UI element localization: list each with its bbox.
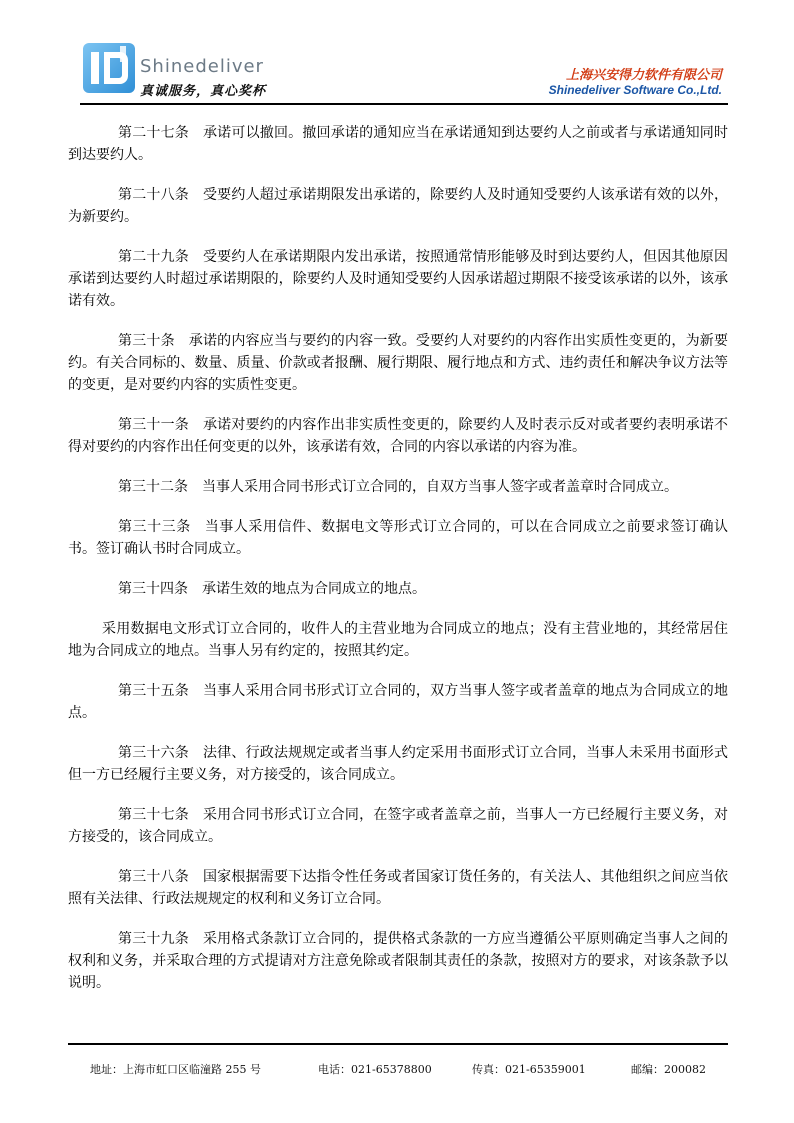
article-text: 承诺对要约的内容作出非实质性变更的，除要约人及时表示反对或者要约表明承诺不得对要约的内容作出任何变更的以外，该承诺有效，合同的内容以承诺的内容为准。: [68, 417, 729, 455]
article-number: 第三十六条: [118, 745, 189, 761]
article-text: 采用格式条款订立合同的，提供格式条款的一方应当遵循公平原则确定当事人之间的权利和义务，并采取合理的方式提请对方注意免除或者限制其责任的条款，按照对方的要求，对该条款予以说明。: [68, 931, 729, 991]
article-number: 第三十一条: [118, 417, 189, 433]
article-36: [68, 742, 728, 786]
article-text: 法律、行政法规规定或者当事人约定采用书面形式订立合同，当事人未采用书面形式但一方已经履行主要义务，对方接受的，该合同成立。: [68, 745, 729, 783]
header-divider: [80, 103, 728, 105]
article-text: 受要约人超过承诺期限发出承诺的，除要约人及时通知受要约人该承诺有效的以外，为新要约。: [68, 187, 729, 225]
article-32: [68, 476, 728, 498]
article-number: 第三十二条: [118, 479, 188, 495]
article-number: 第三十四条: [118, 581, 188, 597]
article-29: [68, 246, 728, 312]
article-number: 第二十九条: [118, 249, 189, 265]
article-27: [68, 122, 728, 166]
article-text: 承诺生效的地点为合同成立的地点。: [202, 581, 426, 597]
article-37: [68, 804, 728, 848]
article-31: [68, 414, 728, 458]
article-number: 第二十七条: [118, 125, 189, 141]
article-text: 国家根据需要下达指令性任务或者国家订货任务的，有关法人、其他组织之间应当依照有关法律、行政法规规定的权利和义务订立合同。: [68, 869, 729, 907]
article-number: 第三十条: [118, 333, 175, 349]
article-number: 第三十三条: [118, 519, 191, 535]
company-name-en: Shinedeliver Software Co.,Ltd.: [548, 83, 722, 97]
article-text: 采用合同书形式订立合同，在签字或者盖章之前，当事人一方已经履行主要义务，对方接受的，该合同成立。: [68, 807, 729, 845]
footer-zip: 邮编：200082: [631, 1063, 706, 1076]
shinedeliver-logo-icon: [82, 42, 136, 94]
page-header: [80, 40, 728, 104]
article-35: [68, 680, 728, 724]
article-text: 受要约人在承诺期限内发出承诺，按照通常情形能够及时到达要约人，但因其他原因承诺到达要约人时超过承诺期限的，除要约人及时通知受要约人因承诺超过期限不接受该承诺的以外，该承诺有效。: [68, 249, 729, 309]
article-number: 第三十五条: [118, 683, 189, 699]
article-text: 采用数据电文形式订立合同的，收件人的主营业地为合同成立的地点；没有主营业地的，其经常居住地为合同成立的地点。当事人另有约定的，按照其约定。: [68, 621, 728, 659]
article-number: 第三十七条: [118, 807, 189, 823]
footer-divider: [68, 1043, 728, 1045]
article-text: 当事人采用合同书形式订立合同的，自双方当事人签字或者盖章时合同成立。: [202, 479, 678, 495]
brand-slogan: 真诚服务，真心奖杯: [140, 84, 267, 99]
article-38: [68, 866, 728, 910]
brand-name: Shinedeliver: [140, 56, 264, 77]
article-text: 当事人采用合同书形式订立合同的，双方当事人签字或者盖章的地点为合同成立的地点。: [68, 683, 729, 721]
footer-address: 地址：上海市虹口区临潼路 255 号: [90, 1063, 261, 1076]
article-30: [68, 330, 728, 396]
article-39: [68, 928, 728, 994]
footer-phone: 电话：021-65378800: [318, 1063, 432, 1076]
article-text: 承诺的内容应当与要约的内容一致。受要约人对要约的内容作出实质性变更的，为新要约。有关合同标的、数量、质量、价款或者报酬、履行期限、履行地点和方式、违约责任和解决争议方法等的变更，是对要约内容的实质性变更。: [68, 333, 728, 393]
article-33: [68, 516, 728, 560]
document-body: [68, 122, 728, 1012]
article-text: 当事人采用信件、数据电文等形式订立合同的，可以在合同成立之前要求签订确认书。签订确认书时合同成立。: [68, 519, 728, 557]
footer-fax: 传真：021-65359001: [472, 1063, 586, 1076]
article-number: 第三十八条: [118, 869, 189, 885]
article-number: 第二十八条: [118, 187, 189, 203]
article-34-clause-2: [68, 618, 728, 662]
article-28: [68, 184, 728, 228]
article-34: [68, 578, 728, 600]
article-text: 承诺可以撤回。撤回承诺的通知应当在承诺通知到达要约人之前或者与承诺通知同时到达要约人。: [68, 125, 729, 163]
company-name-cn: 上海兴安得力软件有限公司: [565, 68, 722, 83]
article-number: 第三十九条: [118, 931, 189, 947]
